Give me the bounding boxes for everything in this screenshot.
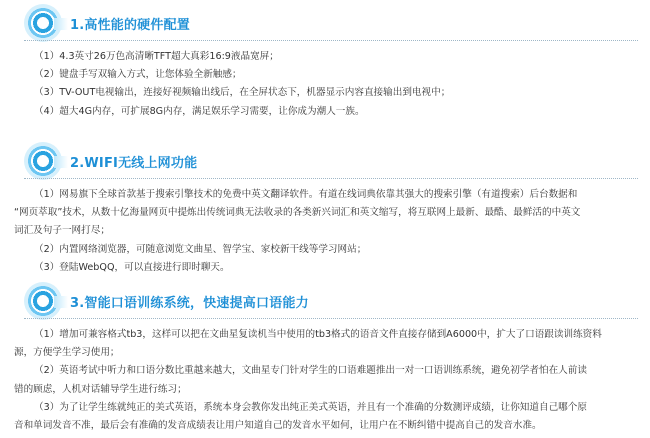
feature-line: （3）为了让学生练就纯正的美式英语，系统本身会教你发出纯正美式英语，并且有一个准确的分数测评成绩，让你知道自己哪个原 [34,401,587,413]
section-body [0,316,650,435]
section-header [0,4,650,38]
feature-line: （1）网易旗下全球首款基于搜索引擎技术的免费中英文翻译软件。有道在线词典依靠其强大的搜索引擎（有道搜索）后台数据和 [34,189,578,200]
badge-tail-decoration [54,296,68,308]
badge-tail-decoration [54,156,68,168]
section-body [0,176,650,277]
badge-tail-decoration [54,18,68,30]
feature-line: “网页萃取”技术，从数十亿海量网页中提炼出传统词典无法收录的各类新兴词汇和英文缩写，将互联网上最新、最酷、最鲜活的中英文 [14,207,581,219]
feature-line: （1）4.3英寸26万色高清晰TFT超大真彩16:9液晶宽屏； [34,51,279,62]
feature-line: 源，方便学生学习使用； [14,347,120,359]
section-body [0,38,650,121]
feature-line: （3）登陆WebQQ，可以直接进行即时聊天。 [34,261,230,273]
section-title: 3.智能口语训练系统，快速提高口语能力 [70,296,309,311]
feature-line: 音和单词发音不准，最后会有准确的发音成绩表让用户知道自己的发音水平如何，让用户在不断纠错中提高自己的发音水准。 [14,420,542,432]
section-title: 1.高性能的硬件配置 [70,18,190,33]
section-header [0,142,650,176]
feature-line: 错的顾虑，人机对话辅导学生进行练习； [14,383,187,395]
feature-line: （2）内置网络浏览器，可随意浏览文曲星、智学宝、家校新干线等学习网站； [34,243,367,255]
feature-line: （4）超大4G内存，可扩展8G内存，满足娱乐学习需要，让你成为潮人一族。 [34,105,365,117]
section-oral-training [0,282,650,435]
feature-line: （2）键盘手写双输入方式，让您体验全新触感； [34,69,242,81]
section-hardware [0,4,650,121]
section-header [0,282,650,316]
feature-line: （2）英语考试中听力和口语分数比重越来越大，文曲星专门针对学生的口语难题推出一对一口语训练系统，避免初学者怕在人前读 [34,365,587,377]
feature-line: （3）TV-OUT电视输出，连接好视频输出线后，在全屏状态下，机器显示内容直接输出到电视中； [34,87,451,99]
feature-line: （1）增加可兼容格式tb3，这样可以把在文曲星复读机当中使用的tb3格式的语音文件直接存储到A6000中，扩大了口语跟读训练资料 [34,329,602,340]
section-title: 2.WIFI无线上网功能 [70,156,198,171]
feature-line: 词汇及句子一网打尽； [14,225,110,237]
section-wifi [0,142,650,277]
